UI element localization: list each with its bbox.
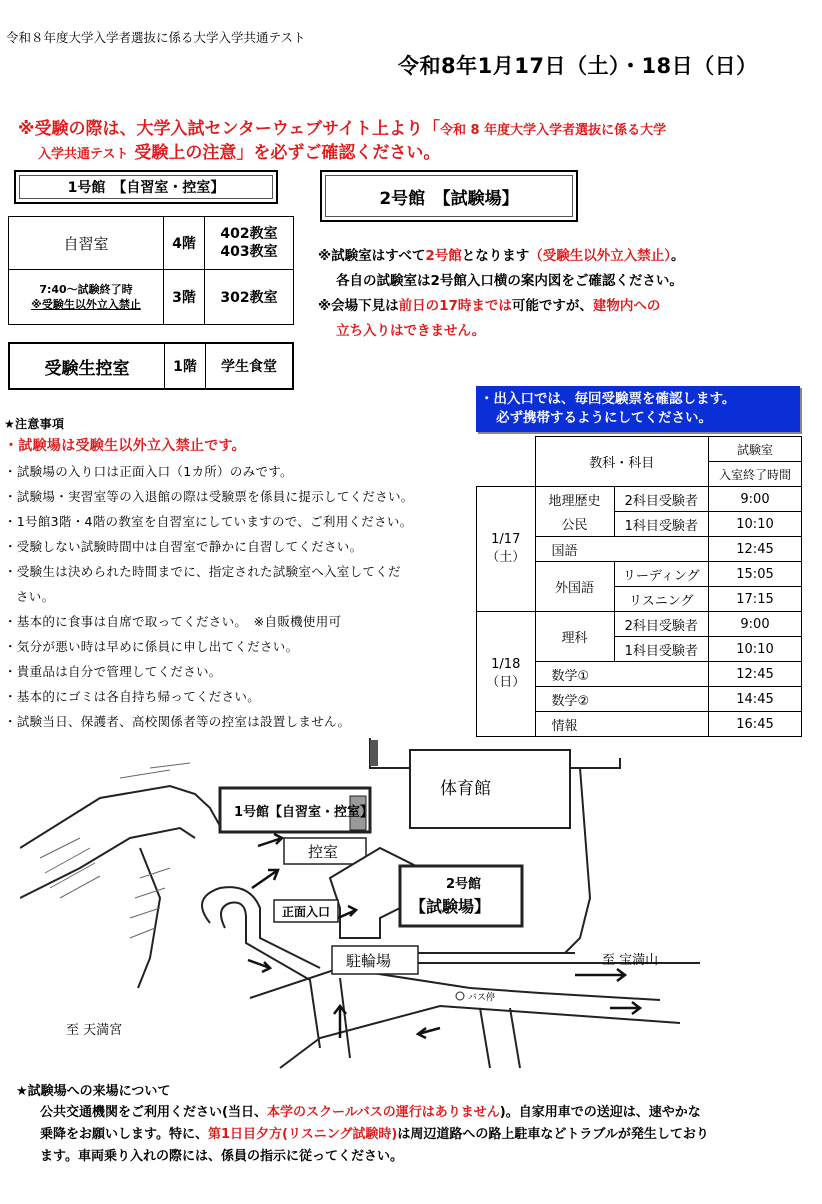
notice-line-1 xyxy=(18,114,666,139)
r1-subj: 地理歴史 xyxy=(535,487,614,512)
waiting-room-table xyxy=(8,342,294,390)
r6-subj: 理科 xyxy=(535,612,614,662)
map-parking-label: 駐輪場 xyxy=(346,952,392,970)
r8-time: 12:45 xyxy=(709,662,802,687)
map-arrow xyxy=(248,960,270,972)
r3-subj: 国語 xyxy=(535,537,709,562)
exam-note-2: 各自の試験室は2号館入口横の案内図をご確認ください。 xyxy=(336,273,683,289)
room-402: 402教室 xyxy=(220,226,278,242)
note-item: ・基本的に食事は自席で取ってください。 ※自販機使用可 xyxy=(4,614,342,629)
jishu-time: 7:40～試験終了時 xyxy=(39,283,133,296)
day2: 1/18 （日） xyxy=(477,612,536,737)
jishu-note: ※受験生以外立入禁止 xyxy=(31,298,141,311)
waiting-room: 学生食堂 xyxy=(206,343,294,389)
r9-time: 14:45 xyxy=(709,687,802,712)
r5-sub: リスニング xyxy=(614,587,709,612)
exam-note-3: ※会場下見は前日の17時までは可能ですが、建物内への xyxy=(318,298,661,314)
map-building2-label: 【試験場】 xyxy=(410,897,491,916)
ticket-notice xyxy=(476,386,800,432)
map-entrance-label: 正面入口 xyxy=(282,905,331,919)
r7-time: 10:10 xyxy=(709,637,802,662)
r4-subj: 外国語 xyxy=(535,562,614,612)
note-item: ・受験生は決められた時間までに、指定された試験室へ入室してくだ xyxy=(4,564,401,579)
map-to-tenman: 至 天満宮 xyxy=(66,1023,123,1038)
r7-sub: 1科目受験者 xyxy=(614,637,709,662)
map-bus-icon xyxy=(456,992,464,1000)
exam-notes xyxy=(318,244,685,344)
map-building2 xyxy=(400,866,522,926)
r10-subj: 情報 xyxy=(535,712,709,737)
building1-title-text: 1号館 【自習室・控室】 xyxy=(67,180,225,196)
building2-title-text: 2号館 【試験場】 xyxy=(379,188,519,209)
notes-heading: ★注意事項 xyxy=(4,417,65,431)
map-road-outline xyxy=(480,1008,490,1068)
r10-time: 16:45 xyxy=(709,712,802,737)
map-arrow xyxy=(252,870,278,888)
map-road-outline xyxy=(138,848,160,988)
building2-title xyxy=(320,170,578,222)
day1: 1/17 （土） xyxy=(477,487,536,612)
map-arrow xyxy=(258,834,282,846)
exam-note-1: ※試験室はすべて2号館となります（受験生以外立入禁止）。 xyxy=(318,248,685,264)
notice-line-2 xyxy=(38,138,440,163)
r6-sub: 2科目受験者 xyxy=(614,612,709,637)
exam-dates: 令和8年1月17日（土）・18日（日） xyxy=(398,54,758,78)
rooms-4f xyxy=(205,217,294,270)
access-line-2: 乗降をお願いします。特に、第1日目夕方(リスニング試験時)は周辺道路への路上駐車などトラブルが発生しており xyxy=(40,1127,709,1142)
waiting-floor: 1階 xyxy=(165,343,206,389)
r4-sub: リーディング xyxy=(614,562,709,587)
map-arrow xyxy=(418,1028,440,1038)
r4-time: 15:05 xyxy=(709,562,802,587)
note-item: ・試験場・実習室等の入退館の際は受験票を係員に提示してください。 xyxy=(4,489,414,504)
r2-subj: 公民 xyxy=(535,512,614,537)
note-item: ・1号館3階・4階の教室を自習室にしていますので、ご利用ください。 xyxy=(4,514,413,529)
r1-time: 9:00 xyxy=(709,487,802,512)
map-road-curve xyxy=(221,903,320,1048)
map-arrow xyxy=(610,1002,640,1014)
note-item: ・試験当日、保護者、高校関係者等の控室は設置しません。 xyxy=(4,714,351,729)
sched-header-room: 試験室 xyxy=(709,437,802,462)
room-302: 302教室 xyxy=(205,270,294,325)
sched-header-time: 入室終了時間 xyxy=(709,462,802,487)
access-text xyxy=(40,1102,709,1168)
map-stairs xyxy=(370,740,378,766)
floor-4: 4階 xyxy=(164,217,205,270)
map-road-outline xyxy=(20,786,220,848)
note-item: ・貴重品は自分で管理してください。 xyxy=(4,664,222,679)
study-room-table xyxy=(8,216,294,325)
notice-prefix: ※受験の際は、大学入試センターウェブサイト上より「 xyxy=(18,119,440,139)
r2-time: 10:10 xyxy=(709,512,802,537)
notice-small-1: 令和 8 年度大学入学者選抜に係る大学 xyxy=(439,123,667,138)
map-hikae-label: 控室 xyxy=(308,843,339,861)
r1-sub: 2科目受験者 xyxy=(614,487,709,512)
jishu-label: 自習室 xyxy=(9,217,164,270)
r5-time: 17:15 xyxy=(709,587,802,612)
note-item: ・試験場の入り口は正面入口（1カ所）のみです。 xyxy=(4,464,293,479)
r8-subj: 数学① xyxy=(535,662,709,687)
note-item: ・試験場は受験生以外立入禁止です。 xyxy=(4,438,246,454)
doc-title: 令和８年度大学入学者選抜に係る大学入学共通テスト xyxy=(6,30,306,45)
note-item: ・基本的にゴミは各自持ち帰ってください。 xyxy=(4,689,261,704)
map-road-curve xyxy=(340,978,350,1058)
r3-time: 12:45 xyxy=(709,537,802,562)
building1-title xyxy=(14,170,278,204)
exam-note-4: 立ち入りはできません。 xyxy=(336,323,486,339)
note-item: さい。 xyxy=(16,589,55,604)
map-road-outline xyxy=(510,1008,520,1068)
notice-small-2: 入学共通テスト xyxy=(38,147,129,162)
map-arrow xyxy=(575,969,625,981)
map-to-homan: 至 宝満山 xyxy=(602,953,659,968)
schedule-table xyxy=(476,436,802,737)
map-bus-label: バス停 xyxy=(468,993,496,1003)
r9-subj: 数学② xyxy=(535,687,709,712)
waiting-label: 受験生控室 xyxy=(9,343,165,389)
ticket-line-2: 必ず携帯するようにしてください。 xyxy=(496,410,712,426)
note-item: ・受験しない試験時間中は自習室で静かに自習してください。 xyxy=(4,539,363,554)
room-403: 403教室 xyxy=(220,244,278,260)
floor-3: 3階 xyxy=(164,270,205,325)
jishu-time-cell xyxy=(9,270,164,325)
sched-corner xyxy=(477,437,536,487)
access-line-1: 公共交通機関をご利用ください(当日、本学のスクールバスの運行はありません)。自家用車での送迎は、速やかな xyxy=(40,1105,701,1120)
access-heading: ★試験場への来場について xyxy=(16,1084,171,1099)
map-building1-label: 1号館【自習室・控室】 xyxy=(234,805,374,820)
sched-header-subject: 教科・科目 xyxy=(535,437,709,487)
access-line-3: ます。車両乗り入れの際には、係員の指示に従ってください。 xyxy=(40,1149,403,1164)
note-item: ・気分が悪い時は早めに係員に申し出てください。 xyxy=(4,639,299,654)
r2-sub: 1科目受験者 xyxy=(614,512,709,537)
campus-map xyxy=(20,738,700,1073)
ticket-line-1: ・出入口では、毎回受験票を確認します。 xyxy=(480,391,736,407)
map-gym-label: 体育館 xyxy=(440,779,491,799)
notice-suffix: 受験上の注意」を必ずご確認ください。 xyxy=(128,143,441,163)
notes xyxy=(4,414,414,734)
map-road-outline xyxy=(20,828,195,898)
map-building2-num: 2号館 xyxy=(446,877,482,892)
r6-time: 9:00 xyxy=(709,612,802,637)
